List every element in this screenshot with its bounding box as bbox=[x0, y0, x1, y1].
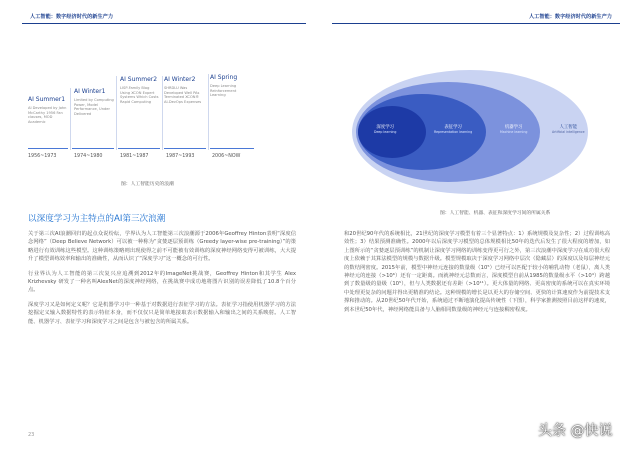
paragraph: 行业界认为人工智能的第三次复兴应追溯到2012年的ImageNet挑战赛，Geoffrey Hinton和其学生 Alex Krizhevsky 研发了一种名叫AlexNet的深度神经网络，在挑战赛中成功地将图片识别的误差降低了10.8个百分点。 bbox=[28, 270, 296, 294]
left-column-body bbox=[28, 230, 296, 326]
header-right-title: 人工智能：数字经济时代的新生产力 bbox=[528, 14, 612, 20]
paragraph: 关于第三次AI浪潮回归的起点众说纷纭，学界认为人工智能第三次浪潮源于2006年Geoffrey Hinton表明“深度信念网络”（Deep Believe Network）可以被一种称为“贪婪逐层预训练（Greedy layer-wise pre-training）”的策略进行有效训练这些模型。这种训练策略则出现使得之前不可能被有效训练的深度神经网络变得可被训练，大大提升了模型训练效率和输出的准确性，从而认识了“深度学习”这一概念的可行性。 bbox=[28, 231, 296, 263]
paragraph: 和20世纪90年代的系统相比，21世纪的深度学习模型有着三个显著特点：1）系统规模及复杂性；2）过程训练高效性；3）结果预测准确性。2000年以后深度学习模型的总体规模相比50年的迭代后发生了很大程度的增加，如上图所示的“贪婪逐层预训练”的机制让深度学习网络的训练变得更可行之外，第三次浪潮中深度学习在成功很大程度上依赖于其算法模型的规模与数据升级。模型规模取决于深度学习网络中层次（隐藏层）的深度以及每层神经元的数结网密度。2015年前，模型中神经元连接的数量级（10⁵）已经可以匹配于较小的哺乳动物（老鼠），离人类神经元的连接（>10⁶）还有一定距离。而就神经元总数而言，深度模型自前从1985的数量级水平（>10⁴）跨越到了数量级的量级（10⁵），但与人类数据还有差距（>10¹¹）。更大体量的网络、更高密度的系统可以在真实环境中处理更复杂的问题并得出更精准的结论。这种规模的增长是以更大的存储空间、更快的计算速度作为前提技术支撑和推动的。从20世纪50年代开始，系统通过不断地演化提高传统性（下图），科学家推测按照目前这样的速度，到本世纪50年代，神经网络能具备与人脑相同数量级的神经元与连接稠密程度。 bbox=[344, 231, 610, 313]
label-artificial-intelligence: 人工智能 Artificial intelligence bbox=[552, 125, 585, 134]
timeline-divider bbox=[162, 76, 163, 150]
stage-year: 1987~1993 bbox=[166, 154, 195, 159]
ai-nested-diagram bbox=[336, 60, 604, 210]
header-rule-left bbox=[22, 23, 306, 24]
timeline-stage-summer1 bbox=[28, 96, 68, 124]
header-left-title: 人工智能：数字经济时代的新生产力 bbox=[30, 14, 114, 20]
timeline-stage-spring bbox=[210, 74, 250, 98]
header-rule-right bbox=[332, 23, 620, 24]
label-machine-learning: 机器学习 Machine learning bbox=[500, 125, 528, 134]
timeline-segment bbox=[210, 148, 254, 149]
stage-year: 2006~NOW bbox=[212, 154, 241, 159]
timeline-segment bbox=[72, 148, 114, 149]
stage-description: Limited by Computing Power, Model Performance, Under Delivered bbox=[74, 98, 114, 116]
stage-description: Deep Learning Reinforcement Learning bbox=[210, 84, 237, 98]
stage-title: AI Spring bbox=[210, 74, 238, 81]
timeline-segment bbox=[28, 148, 68, 149]
timeline-stage-winter1 bbox=[74, 88, 114, 116]
timeline-caption: 图：人工智能历史的浪潮 bbox=[121, 182, 174, 187]
paragraph: 深度学习又是如何定义呢？它是机器学习中一种基于对数据进行表征学习的方法。表征学习指使用机器学习的方法挖掘定义输入数据特性的表示特征本身，而不仅仅只是简单地接取表示数据输入和输出之间的关系映射。人工智能、机器学习、表征学习和深度学习之间是包含与被包含的所属关系。 bbox=[28, 301, 296, 325]
timeline-stage-winter2 bbox=[164, 76, 204, 104]
stage-year: 1974~1980 bbox=[74, 154, 103, 159]
ai-history-timeline bbox=[28, 70, 298, 170]
page-number: 23 bbox=[28, 432, 35, 438]
timeline-segment bbox=[164, 148, 206, 149]
stage-title: AI Summer1 bbox=[28, 96, 66, 103]
stage-title: AI Winter1 bbox=[74, 88, 106, 95]
stage-description: SHRDLU Was Developed Well PAs Terminated XCON® AI-DevOps Expenses bbox=[164, 86, 202, 104]
stage-title: AI Summer2 bbox=[120, 76, 158, 83]
timeline-stage-summer2 bbox=[120, 76, 160, 104]
stage-description: LISP-Family Blog Using XCON Expert Systems Which Costs Rapid Computing bbox=[120, 86, 159, 104]
right-column-body bbox=[344, 230, 610, 314]
timeline-divider bbox=[208, 74, 209, 150]
stage-year: 1956~1973 bbox=[28, 154, 57, 159]
section-title: 以深度学习为主特点的AI第三次浪潮 bbox=[28, 214, 166, 224]
diagram-caption: 图：人工智能、机器、表征和深度学习间的所属关系 bbox=[440, 211, 551, 216]
watermark: 头条 @快说 bbox=[538, 423, 613, 439]
stage-title: AI Winter2 bbox=[164, 76, 196, 83]
label-representation-learning: 表征学习 Representation learning bbox=[434, 125, 473, 134]
nested-ellipses bbox=[336, 60, 604, 210]
stage-description: AI Developed by John McCarthy 1956 Fan clauses, MOD Academic bbox=[28, 106, 67, 124]
timeline-segment bbox=[118, 148, 160, 149]
label-deep-learning: 深度学习 Deep learning bbox=[374, 125, 397, 134]
timeline-divider bbox=[70, 88, 71, 150]
timeline-divider bbox=[116, 76, 117, 150]
stage-year: 1981~1987 bbox=[120, 154, 149, 159]
